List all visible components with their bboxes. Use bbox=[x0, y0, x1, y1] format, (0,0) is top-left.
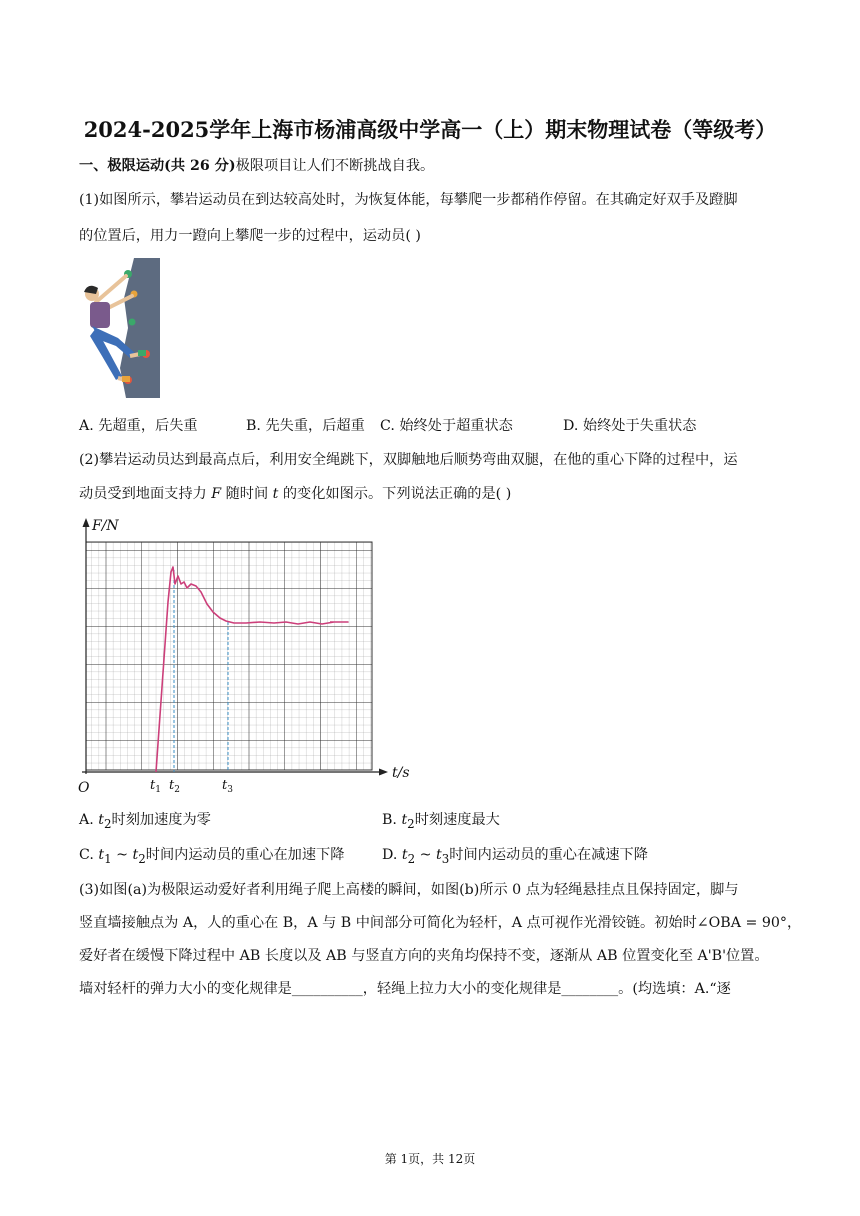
section-intro: 极限项目让人们不断挑战自我。 bbox=[235, 158, 435, 174]
q2-line2-b: 随时间 bbox=[221, 486, 273, 502]
x-axis-label: t/s bbox=[392, 765, 410, 781]
section-heading-line bbox=[79, 156, 789, 176]
q2-text-line2 bbox=[79, 484, 789, 504]
q1-option-c[interactable]: C. 始终处于超重状态 bbox=[380, 418, 513, 434]
q1-option-d[interactable]: D. 始终处于失重状态 bbox=[563, 418, 697, 434]
t1-label: $t_1$ bbox=[150, 778, 161, 795]
t2-label: $t_2$ bbox=[169, 778, 180, 795]
q3-text-line1: (3)如图(a)为极限运动爱好者利用绳子爬上高楼的瞬间，如图(b)所示 0 点为轻绳悬挂点且保持固定，脚与 bbox=[79, 882, 739, 898]
q2-option-c[interactable]: C. $t_1$ ~ $t_2$时间内运动员的重心在加速下降 bbox=[79, 847, 345, 866]
q3-text-line3: 爱好者在缓慢下降过程中 AB 长度以及 AB 与竖直方向的夹角均保持不变，逐渐从 AB 位置变化至 A'B'位置。 bbox=[79, 948, 769, 964]
y-axis-label: F/N bbox=[92, 518, 119, 534]
q2-option-d[interactable]: D. $t_2$ ~ $t_3$时间内运动员的重心在减速下降 bbox=[382, 847, 648, 866]
q2-text-line1: (2)攀岩运动员达到最高点后，利用安全绳跳下，双脚触地后顺势弯曲双腿，在他的重心下降的过程中，运 bbox=[79, 452, 738, 468]
q2-option-a[interactable]: A. $t_2$时刻加速度为零 bbox=[79, 812, 211, 831]
q3-text-line2: 竖直墙接触点为 A，人的重心在 B，A 与 B 中间部分可简化为轻杆，A 点可视作光滑铰链。初始时∠OBA = 90°， bbox=[79, 915, 802, 931]
q2-option-b[interactable]: B. $t_2$时刻速度最大 bbox=[382, 812, 500, 831]
q2-line2-c: 的变化如图示。下列说法正确的是( ) bbox=[278, 486, 512, 502]
graph-grid bbox=[86, 542, 372, 770]
q1-text-line2: 的位置后，用力一蹬向上攀爬一步的过程中，运动员( ) bbox=[79, 228, 421, 244]
q1-option-b[interactable]: B. 先失重，后超重 bbox=[246, 418, 365, 434]
climber-illustration bbox=[78, 258, 162, 398]
q1-option-a[interactable]: A. 先超重，后失重 bbox=[79, 418, 198, 434]
q3-text-line4: 墙对轻杆的弹力大小的变化规律是__________，轻绳上拉力大小的变化规律是________。(均选填：A.“逐 bbox=[79, 981, 731, 997]
q2-line2-F: F bbox=[211, 486, 222, 502]
t3-label: $t_3$ bbox=[222, 778, 233, 795]
section-heading: 一、极限运动(共 26 分) bbox=[79, 158, 236, 174]
q2-line2-a: 动员受到地面支持力 bbox=[79, 486, 212, 502]
origin-label: O bbox=[78, 780, 90, 796]
page-title: 2024-2025学年上海市杨浦高级中学高一（上）期末物理试卷（等级考） bbox=[83, 117, 777, 142]
force-time-graph bbox=[70, 512, 420, 797]
page-footer: 第 1页，共 12页 bbox=[384, 1152, 476, 1166]
q1-text-line1: (1)如图所示，攀岩运动员在到达较高处时，为恢复体能，每攀爬一步都稍作停留。在其确定好双手及蹬脚 bbox=[79, 192, 738, 208]
y-axis-arrow bbox=[83, 518, 90, 527]
q2-line2-t: t bbox=[272, 486, 279, 502]
x-axis-arrow bbox=[379, 769, 388, 776]
